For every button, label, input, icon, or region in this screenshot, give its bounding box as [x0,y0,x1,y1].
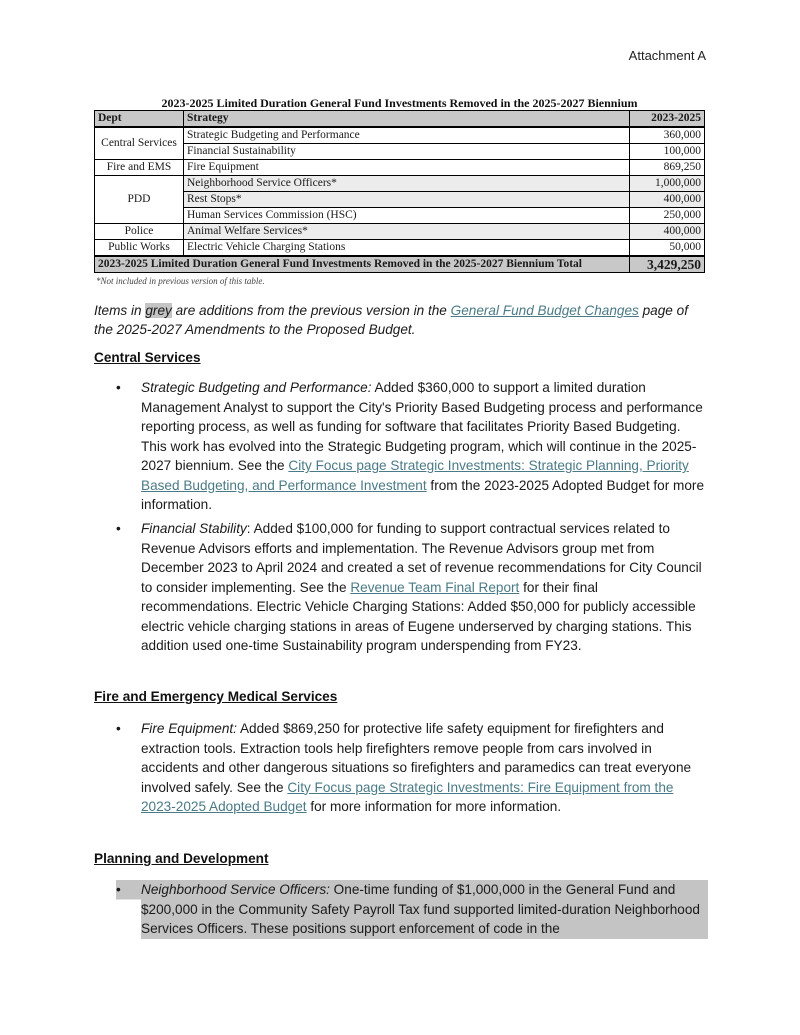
amount-cell: 1,000,000 [630,176,705,192]
bullet-text: for their final recommendations. Electric Vehicle Charging Stations: Added $50,000 for publicly accessible electric vehicle charging stations in areas of Eugene underserved by charging stations. This addition used one-time Sustainability program underspending from FY23. [141,579,696,653]
intro-text: are additions from the previous version in the [171,303,451,318]
bullet-text: Added $360,000 to support a limited duration Management Analyst to support the City's Priority Based Budgeting process and performance reporting process, as well as funding for software that facilitates Priority Based Budgeting. This work has evolved into the Strategic Budgeting program, which will continue in the 2025-2027 biennium. See the [141,380,703,473]
bullet-fire-equipment [116,719,708,817]
total-amount: 3,429,250 [630,256,705,273]
bullet-lead: Neighborhood Service Officers: [141,882,330,897]
strategy-cell: Electric Vehicle Charging Stations [184,240,630,257]
dept-cell: Police [95,224,184,240]
amount-cell: 100,000 [630,144,705,160]
city-focus-strategic-planning-link[interactable]: City Focus page Strategic Investments: Strategic Planning, Priority Based Budgeting, and Performance Investment [141,458,689,493]
city-focus-fire-equipment-link[interactable]: City Focus page Strategic Investments: Fire Equipment from the 2023-2025 Adopted Budget [141,779,674,814]
table-row [95,224,705,240]
intro-text: Items in [94,303,146,318]
strategy-cell: Financial Sustainability [184,144,630,160]
intro-paragraph [94,301,706,339]
bullet-text: for more information for more information. [306,799,562,814]
section-heading-fire-ems: Fire and Emergency Medical Services [94,689,338,704]
bullet-lead: Financial Stability [141,521,247,536]
amount-cell: 50,000 [630,240,705,257]
amount-cell: 869,250 [630,160,705,176]
amount-cell: 250,000 [630,208,705,224]
grey-highlight-sample: grey [145,303,172,318]
dept-cell: Fire and EMS [95,160,184,176]
bullet-strategic-budgeting [116,378,708,515]
table-title: 2023-2025 Limited Duration General Fund Investments Removed in the 2025-2027 Biennium [161,96,638,110]
intro-text: page of the 2025-2027 Amendments to the Proposed Budget. [94,303,688,337]
bullet-icon: • [116,721,121,736]
bullet-text: One-time funding of $1,000,000 in the General Fund and $200,000 in the Community Safety Payroll Tax fund supported limited-duration Neighborhood Services Officers. These positions support enforcement of code in the [141,882,700,936]
section-heading-central-services: Central Services [94,350,201,365]
table-footnote: *Not included in previous version of this table. [96,276,265,286]
table-row [95,192,705,208]
table-row [95,240,705,257]
strategy-cell: Neighborhood Service Officers* [184,176,630,192]
amount-cell: 360,000 [630,127,705,144]
column-header-strategy: Strategy [184,111,630,128]
bullet-icon: • [116,380,121,395]
bullet-financial-stability [116,519,708,656]
bullet-lead: Fire Equipment: [141,721,237,736]
column-header-dept: Dept [95,111,184,128]
table-row [95,208,705,224]
attachment-label: Attachment A [628,48,706,63]
dept-cell: Central Services [95,127,184,160]
bullet-text: Added $869,250 for protective life safety equipment for firefighters and extraction tools. Extraction tools help firefighters remove people from cars involved in accidents and other dangerous situations so firefighters and paramedics can treat everyone involved safely. See the [141,721,692,795]
strategy-cell: Fire Equipment [184,160,630,176]
bullet-neighborhood-service-officers [116,880,708,939]
investments-table [94,110,705,273]
amount-cell: 400,000 [630,192,705,208]
strategy-cell: Human Services Commission (HSC) [184,208,630,224]
bullet-icon: • [116,882,121,897]
dept-cell: Public Works [95,240,184,257]
table-row [95,127,705,144]
investments-table-block [94,96,705,286]
total-label: 2023-2025 Limited Duration General Fund Investments Removed in the 2025-2027 Biennium Total [95,256,630,273]
amount-cell: 400,000 [630,224,705,240]
strategy-cell: Rest Stops* [184,192,630,208]
table-row [95,176,705,192]
strategy-cell: Animal Welfare Services* [184,224,630,240]
column-header-amount: 2023-2025 [630,111,705,128]
bullet-text: from the 2023-2025 Adopted Budget for more information. [141,477,705,512]
strategy-cell: Strategic Budgeting and Performance [184,127,630,144]
bullet-text: : Added $100,000 for funding to support contractual services related to Revenue Advisors efforts and implementation. The Revenue Advisors group met from December 2023 to April 2024 and created a set of revenue recommendations for City Council to consider implementing. See the [141,521,702,595]
dept-cell: PDD [95,176,184,224]
table-row [95,144,705,160]
revenue-team-final-report-link[interactable]: Revenue Team Final Report [350,579,520,595]
bullet-lead: Strategic Budgeting and Performance: [141,380,372,395]
general-fund-budget-changes-link[interactable]: General Fund Budget Changes [450,303,639,318]
section-heading-planning-development: Planning and Development [94,851,269,866]
table-header-row [95,111,705,128]
table-row [95,160,705,176]
table-total-row [95,256,705,273]
bullet-icon: • [116,521,121,536]
